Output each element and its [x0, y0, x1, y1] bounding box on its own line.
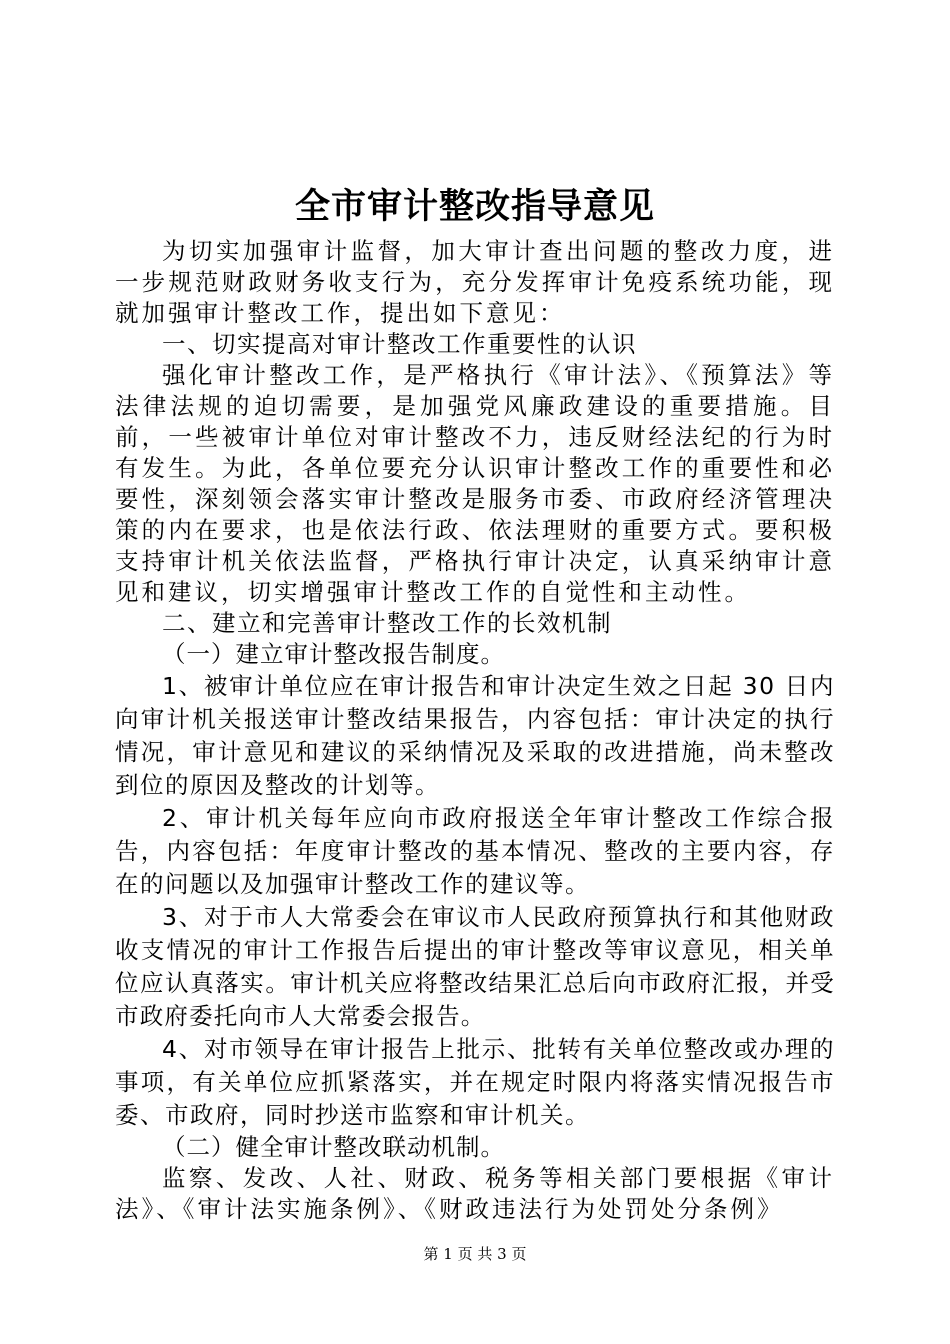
- document-title: 全市审计整改指导意见: [294, 187, 655, 227]
- subsection-heading-1: （一）建立审计整改报告制度。: [162, 640, 505, 668]
- item-4-paragraph: 4、对市领导在审计报告上批示、批转有关单位整改或办理的事项，有关单位应抓紧落实，并在规定时限内将落实情况报告市委、市政府，同时抄送市监察和审计机关。: [115, 1035, 835, 1129]
- section-1-paragraph: 强化审计整改工作，是严格执行《审计法》、《预算法》等法律法规的迫切需要，是加强党风廉政建设的重要措施。目前，一些被审计单位对审计整改不力，违反财经法纪的行为时有发生。为此，各单位要充分认识审计整改工作的重要性和必要性，深刻领会落实审计整改是服务市委、市政府经济管理决策的内在要求，也是依法行政、依法理财的重要方式。要积极支持审计机关依法监督，严格执行审计决定，认真采纳审计意见和建议，切实增强审计整改工作的自觉性和主动性。: [115, 361, 835, 606]
- subsection-heading-2: （二）健全审计整改联动机制。: [162, 1133, 505, 1161]
- item-1-paragraph: 1、被审计单位应在审计报告和审计决定生效之日起 30 日内向审计机关报送审计整改结果报告，内容包括：审计决定的执行情况，审计意见和建议的采纳情况及采取的改进措施，尚未整改到位的原因及整改的计划等。: [115, 672, 835, 799]
- item-3-text-part-b: 审计机关应将整改结果汇总后向市政府汇报，并受市政府委托向市人大常委会报告。: [115, 969, 836, 1030]
- subsection-2-paragraph: 监察、发改、人社、财政、税务等相关部门要根据《审计法》、《审计法实施条例》、《财政违法行为处罚处分条例》: [115, 1164, 835, 1223]
- item-3-paragraph: [115, 901, 835, 1033]
- section-heading-1: 一、切实提高对审计整改工作重要性的认识: [162, 330, 637, 358]
- page-footer: 第 1 页 共 3 页: [423, 1245, 527, 1263]
- item-2-paragraph: 2、审计机关每年应向市政府报送全年审计整改工作综合报告，内容包括：年度审计整改的基本情况、整改的主要内容，存在的问题以及加强审计整改工作的建议等。: [115, 804, 835, 898]
- item-3-text-part-a: 3、对于市人大常委会在审议市人民政府预算执行和其他财政收支情况的审计工作报告后提出的审计整改等审议意见，相关单位应认真落实。: [115, 903, 835, 997]
- document-body: [115, 236, 835, 1225]
- intro-paragraph: 为切实加强审计监督，加大审计查出问题的整改力度，进一步规范财政财务收支行为，充分发挥审计免疫系统功能，现就加强审计整改工作，提出如下意见：: [115, 237, 835, 327]
- section-heading-2: 二、建立和完善审计整改工作的长效机制: [162, 609, 612, 637]
